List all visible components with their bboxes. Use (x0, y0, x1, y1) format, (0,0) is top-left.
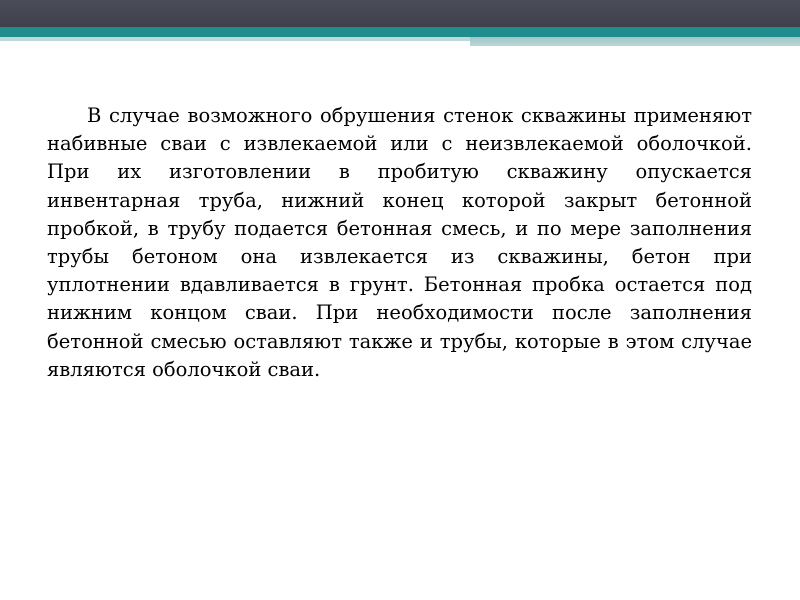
body-paragraph: В случае возможного обрушения стенок скважины применяют набивные сваи с извлекаемой или с неизвлекаемой оболочкой. При их изготовлении в пробитую скважину опускается инвентарная труба, нижний конец которой закрыт бетонной пробкой, в трубу подается бетонная смесь, и по мере заполнения трубы бетоном она извлекается из скважины, бетон при уплотнении вдавливается в грунт. Бетонная пробка остается под нижним концом сваи. При необходимости после заполнения бетонной смесью оставляют также и трубы, которые в этом случае являются оболочкой сваи. (47, 104, 752, 381)
accent-stripe (0, 27, 800, 37)
accent-stripe-light-left (0, 37, 470, 41)
accent-stripe-light-right (470, 37, 800, 46)
header-band (0, 0, 800, 27)
